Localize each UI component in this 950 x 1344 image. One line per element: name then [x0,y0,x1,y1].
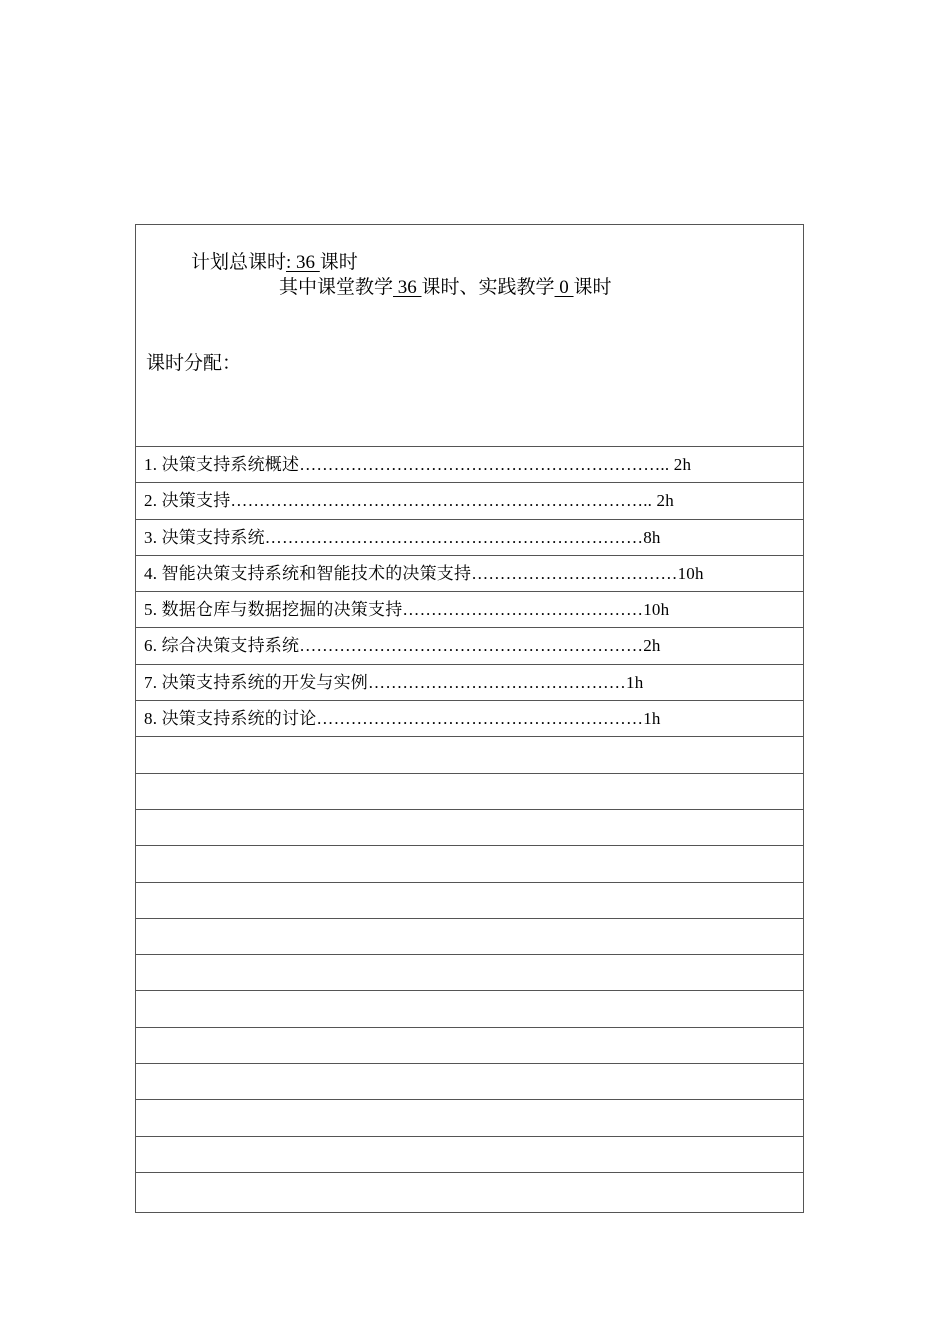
table-row [136,447,803,483]
practice-hours-value: 0 [554,277,574,298]
table-row [136,955,803,991]
classroom-hours-value: 36 [393,277,422,298]
table-row [136,991,803,1027]
allocation-table [136,447,803,1209]
table-row [136,1064,803,1100]
table-row [136,592,803,628]
table-row [136,1137,803,1173]
table-row [136,774,803,810]
table-row [136,1173,803,1209]
total-hours-line [191,247,358,274]
table-row [136,665,803,701]
table-row [136,628,803,664]
row-text: 4. 智能决策支持系统和智能技术的决策支持………………………………10h [144,563,704,583]
practice-hours-unit: 课时 [573,277,612,298]
table-row [136,919,803,955]
form-header [136,225,803,447]
allocation-title: 课时分配： [146,353,242,374]
row-text: 6. 综合决策支持系统……………………………………………………2h [144,636,661,656]
table-row [136,810,803,846]
table-row [136,483,803,519]
table-row [136,520,803,556]
total-hours-unit: 课时 [319,252,358,273]
row-text: 2. 决策支持……………………………………………………………….. 2h [144,491,674,511]
table-row [136,701,803,737]
table-row [136,846,803,882]
table-row [136,1100,803,1136]
row-text: 5. 数据仓库与数据挖掘的决策支持……………………………………10h [144,600,670,620]
table-row [136,556,803,592]
total-hours-value: : 36 [286,252,320,273]
practice-label: 课时、实践教学 [421,277,555,298]
row-text: 7. 决策支持系统的开发与实例………………………………………1h [144,672,644,692]
classroom-label: 其中课堂教学 [279,277,394,298]
table-row [136,737,803,773]
table-row [136,883,803,919]
total-hours-label: 计划总课时 [191,252,287,273]
row-text: 3. 决策支持系统…………………………………………………………8h [144,527,661,547]
hours-split-line [279,272,612,299]
syllabus-form [135,224,804,1213]
table-row [136,1028,803,1064]
row-text: 8. 决策支持系统的讨论…………………………………………………1h [144,709,661,729]
row-text: 1. 决策支持系统概述……………………………………………………….. 2h [144,455,692,474]
